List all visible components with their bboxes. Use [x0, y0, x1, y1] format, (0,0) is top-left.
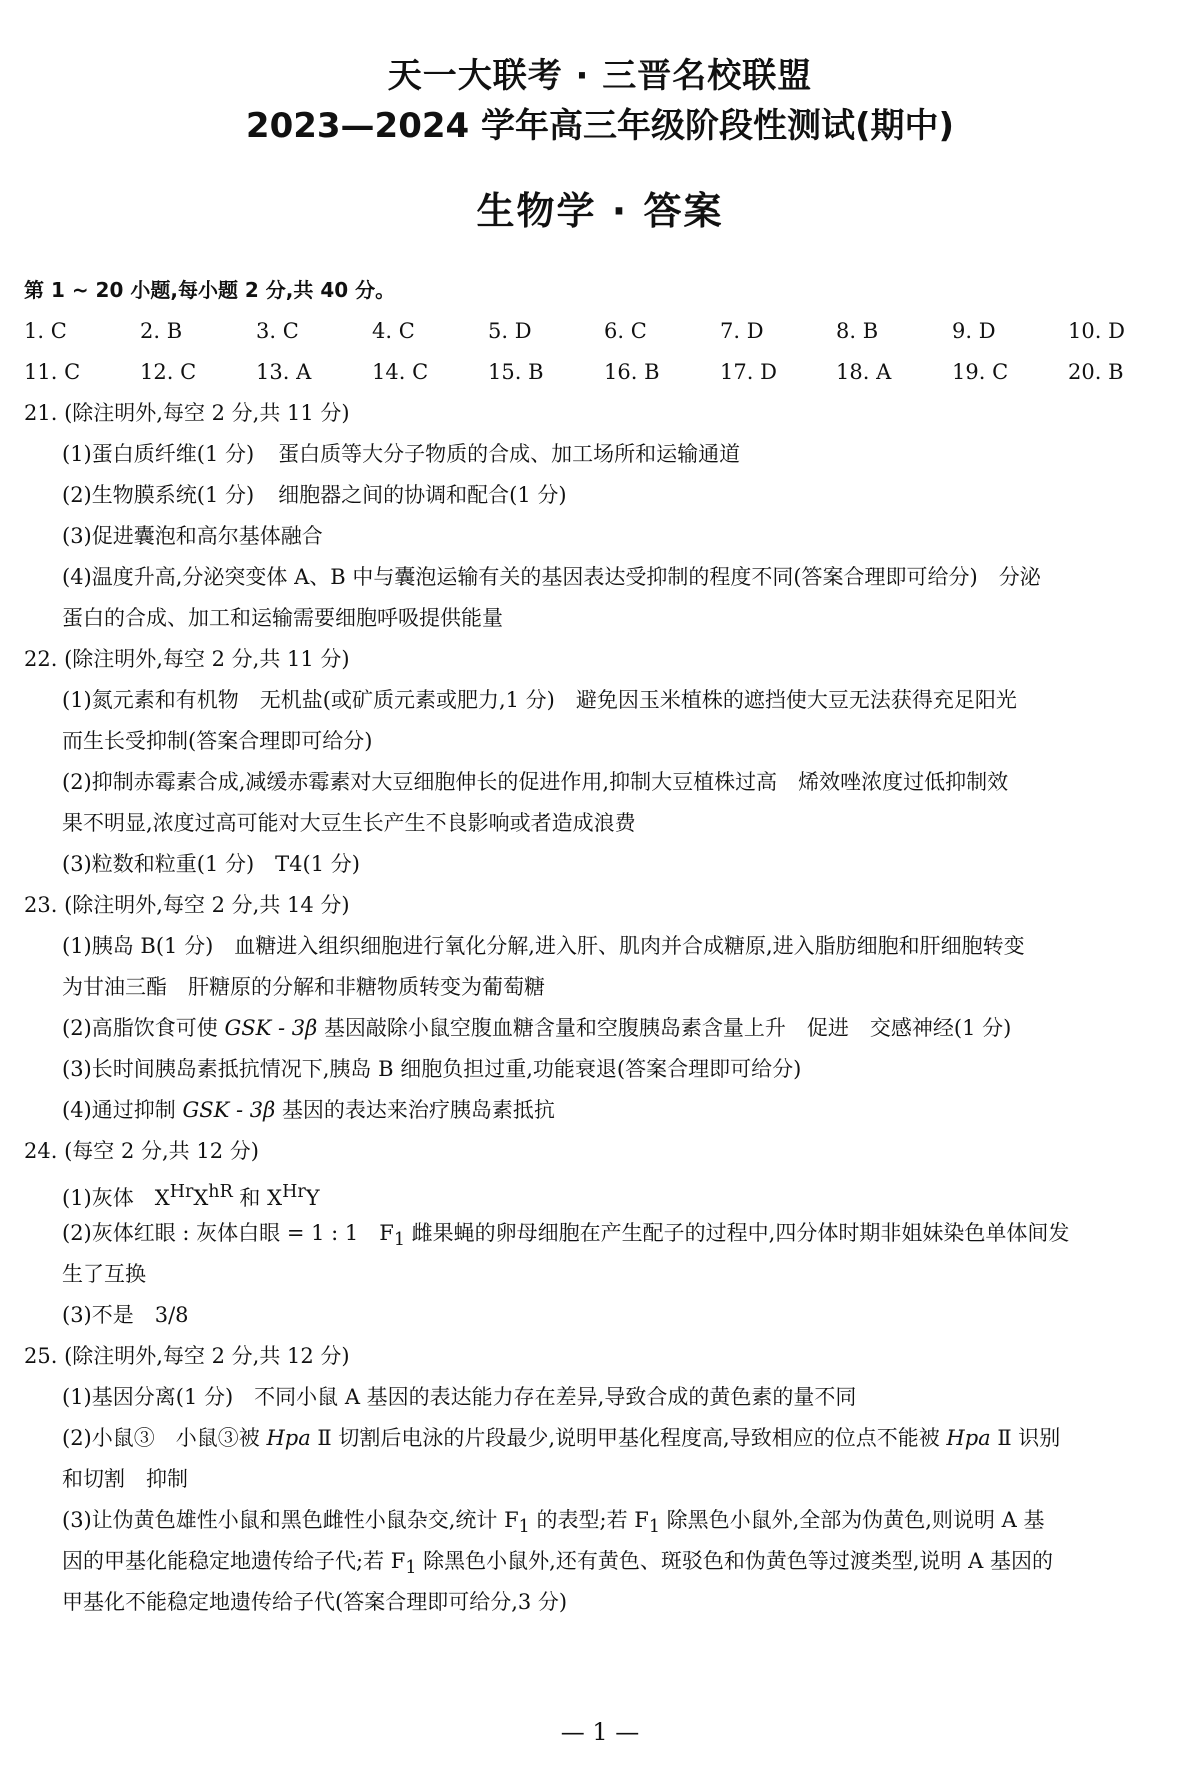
q24-heading: 24. (每空 2 分,共 12 分)	[24, 1139, 259, 1163]
q23-part-3: (3)长时间胰岛素抵抗情况下,胰岛 B 细胞负担过重,功能衰退(答案合理即可给分)	[62, 1057, 802, 1081]
mc-answer: 5. D	[488, 319, 532, 343]
mc-answer: 20. B	[1068, 360, 1124, 384]
q25-part-3	[24, 1500, 1184, 1541]
mc-answer: 15. B	[488, 360, 544, 384]
mc-answer: 10. D	[1068, 319, 1125, 343]
q24-part-1-c: 和 X	[232, 1186, 283, 1210]
allele-superscript: Hr	[282, 1182, 306, 1202]
mc-answer: 9. D	[952, 319, 996, 343]
q21-part-2	[24, 475, 1184, 516]
mc-answer: 2. B	[140, 319, 183, 343]
q21-part-4-cont: 蛋白的合成、加工和运输需要细胞呼吸提供能量	[62, 606, 503, 630]
q23-part-1-cont: 为甘油三酯 肝糖原的分解和非糖物质转变为葡萄糖	[62, 975, 545, 999]
mc-answers-row-2	[24, 352, 1184, 393]
q21-heading: 21. (除注明外,每空 2 分,共 11 分)	[24, 401, 350, 425]
mc-answer: 8. B	[836, 319, 879, 343]
q24-part-3: (3)不是 3/8	[62, 1303, 189, 1327]
q22-part-2: (2)抑制赤霉素合成,减缓赤霉素对大豆细胞伸长的促进作用,抑制大豆植株过高 烯效唑浓度过低抑制效	[62, 770, 1009, 794]
q24-part-2-b: 雌果蝇的卵母细胞在产生配子的过程中,四分体时期非姐妹染色单体间发	[404, 1221, 1070, 1245]
allele-superscript: Hr	[169, 1182, 194, 1202]
exam-session-title: 2023—2024 学年高三年级阶段性测试(期中)	[245, 106, 955, 146]
q25-part-3-d: 因的甲基化能稳定地遗传给子代;若 F	[62, 1549, 406, 1573]
q23-part-4-a: (4)通过抑制	[62, 1098, 176, 1122]
q24-part-1-d: Y	[305, 1186, 320, 1210]
mc-answer: 4. C	[372, 319, 415, 343]
mc-intro: 第 1 ~ 20 小题,每小题 2 分,共 40 分。	[24, 278, 396, 302]
q23-part-2-b: 基因敲除小鼠空腹血糖含量和空腹胰岛素含量上升 促进 交感神经(1 分)	[323, 1016, 1012, 1040]
generation-subscript: 1	[393, 1230, 405, 1251]
q23-heading: 23. (除注明外,每空 2 分,共 14 分)	[24, 893, 350, 917]
mc-answer: 1. C	[24, 319, 67, 343]
answer-content	[24, 270, 1184, 1623]
mc-answer: 16. B	[604, 360, 660, 384]
subject-title: 生物学 · 答案	[476, 189, 724, 233]
q25-part-3-e: 除黑色小鼠外,还有黄色、斑驳色和伪黄色等过渡类型,说明 A 基因的	[416, 1549, 1054, 1573]
q22-part-2-cont: 果不明显,浓度过高可能对大豆生长产生不良影响或者造成浪费	[62, 811, 636, 835]
q21-part-1	[24, 434, 1184, 475]
q24-part-1-b: X	[193, 1186, 209, 1210]
q24-part-2-cont: 生了互换	[62, 1262, 146, 1286]
mc-answer: 19. C	[952, 360, 1009, 384]
q21-part-1-a: (1)蛋白质纤维(1 分)	[62, 442, 255, 466]
q24-part-1-a: (1)灰体 X	[62, 1186, 170, 1210]
q23-part-4	[24, 1090, 1184, 1131]
mc-answer: 12. C	[140, 360, 197, 384]
generation-subscript: 1	[405, 1558, 417, 1579]
exam-union-title: 天一大联考 · 三晋名校联盟	[387, 56, 813, 96]
q23-part-2-a: (2)高脂饮食可使	[62, 1016, 218, 1040]
q22-part-1: (1)氮元素和有机物 无机盐(或矿质元素或肥力,1 分) 避免因玉米植株的遮挡使大豆无法获得充足阳光	[62, 688, 1017, 712]
q23-part-1: (1)胰岛 B(1 分) 血糖进入组织细胞进行氧化分解,进入肝、肌肉并合成糖原,进入脂肪细胞和肝细胞转变	[62, 934, 1025, 958]
q25-part-2-c: Ⅱ 识别	[990, 1426, 1061, 1450]
q25-part-1: (1)基因分离(1 分) 不同小鼠 A 基因的表达能力存在差异,导致合成的黄色素的量不同	[62, 1385, 857, 1409]
q21-part-3: (3)促进囊泡和高尔基体融合	[62, 524, 323, 548]
q21-part-2-b: 细胞器之间的协调和配合(1 分)	[278, 483, 567, 507]
q25-heading: 25. (除注明外,每空 2 分,共 12 分)	[24, 1344, 350, 1368]
mc-answer: 18. A	[836, 360, 892, 384]
q22-part-1-cont: 而生长受抑制(答案合理即可给分)	[62, 729, 373, 753]
q25-part-2	[24, 1418, 1184, 1459]
q23-part-4-b: 基因的表达来治疗胰岛素抵抗	[281, 1098, 555, 1122]
mc-answer: 13. A	[256, 360, 312, 384]
q25-part-3-b: 的表型;若 F	[529, 1508, 649, 1532]
gene-name: GSK - 3β	[224, 1016, 318, 1040]
allele-superscript: hR	[208, 1182, 233, 1202]
mc-answer: 11. C	[24, 360, 81, 384]
mc-answer: 14. C	[372, 360, 429, 384]
q21-part-1-b: 蛋白质等大分子物质的合成、加工场所和运输通道	[278, 442, 741, 466]
q25-part-2-a: (2)小鼠③ 小鼠③被	[62, 1426, 260, 1450]
q24-part-2	[24, 1213, 1184, 1254]
page-number: — 1 —	[560, 1718, 640, 1746]
q25-part-3-cont	[24, 1541, 1184, 1582]
enzyme-name: Hpa	[946, 1426, 991, 1450]
q25-part-2-b: Ⅱ 切割后电泳的片段最少,说明甲基化程度高,导致相应的位点不能被	[310, 1426, 940, 1450]
q22-heading: 22. (除注明外,每空 2 分,共 11 分)	[24, 647, 350, 671]
q24-part-1	[24, 1172, 1184, 1213]
generation-subscript: 1	[518, 1517, 530, 1538]
q22-part-3: (3)粒数和粒重(1 分) T4(1 分)	[62, 852, 360, 876]
mc-answers-row-1	[24, 311, 1184, 352]
q25-part-3-c: 除黑色小鼠外,全部为伪黄色,则说明 A 基	[659, 1508, 1045, 1532]
mc-answer: 17. D	[720, 360, 777, 384]
q25-part-3-cont-2: 甲基化不能稳定地遗传给子代(答案合理即可给分,3 分)	[62, 1590, 568, 1614]
mc-answer: 3. C	[256, 319, 299, 343]
q24-part-2-a: (2)灰体红眼 : 灰体白眼 = 1 : 1 F	[62, 1221, 394, 1245]
mc-answer: 7. D	[720, 319, 764, 343]
generation-subscript: 1	[648, 1517, 660, 1538]
q21-part-4: (4)温度升高,分泌突变体 A、B 中与囊泡运输有关的基因表达受抑制的程度不同(答案合理即可给分) 分泌	[62, 565, 1041, 589]
gene-name: GSK - 3β	[182, 1098, 276, 1122]
mc-answer: 6. C	[604, 319, 647, 343]
q23-part-2	[24, 1008, 1184, 1049]
q25-part-2-cont: 和切割 抑制	[62, 1467, 188, 1491]
enzyme-name: Hpa	[266, 1426, 311, 1450]
q21-part-2-a: (2)生物膜系统(1 分)	[62, 483, 255, 507]
q25-part-3-a: (3)让伪黄色雄性小鼠和黑色雌性小鼠杂交,统计 F	[62, 1508, 519, 1532]
